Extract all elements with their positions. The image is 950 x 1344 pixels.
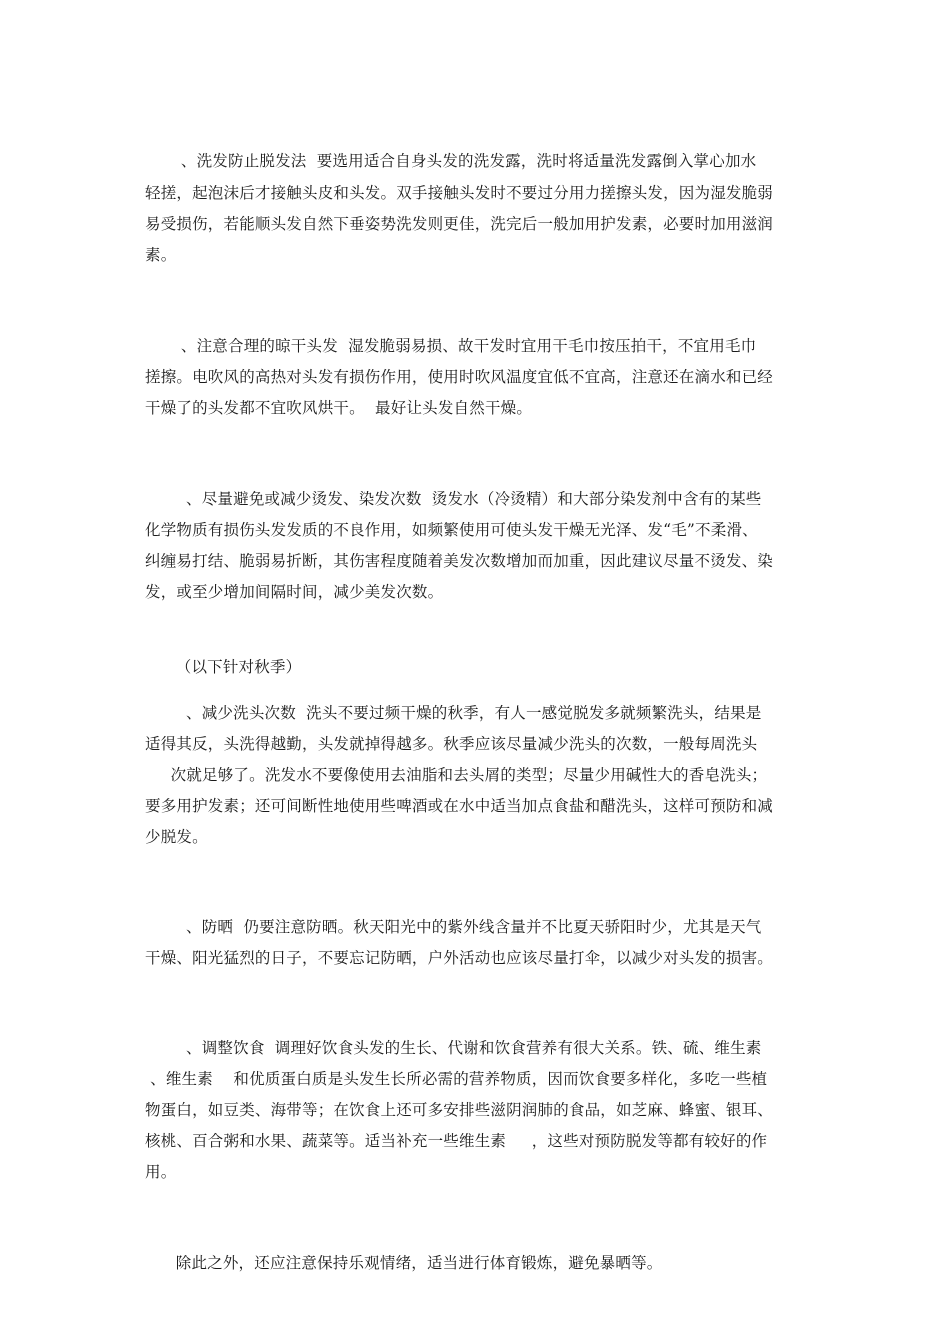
text-line: 、减少洗头次数 洗头不要过频干燥的秋季，有人一感觉脱发多就频繁洗头，结果是 — [145, 704, 762, 722]
text-line: 轻搓，起泡沫后才接触头皮和头发。双手接触头发时不要过分用力搓擦头发，因为湿发脆弱 — [145, 184, 774, 202]
section-heading: （以下针对秋季） — [145, 658, 302, 676]
text-line: 、洗发防止脱发法 要选用适合自身头发的洗发露，洗时将适量洗发露倒入掌心加水 — [145, 152, 757, 170]
text-line: 、防晒 仍要注意防晒。秋天阳光中的紫外线含量并不比夏天骄阳时少，尤其是天气 — [145, 918, 762, 936]
text-line: 除此之外，还应注意保持乐观情绪，适当进行体育锻炼，避免暴晒等。 — [145, 1254, 663, 1272]
text-line: 、注意合理的晾干头发 湿发脆弱易损、故干发时宜用干毛巾按压拍干，不宜用毛巾 — [145, 337, 757, 355]
text-line: 干燥、阳光猛烈的日子，不要忘记防晒，户外活动也应该尽量打伞，以减少对头发的损害。 — [145, 949, 774, 967]
text-line: 搓擦。电吹风的高热对头发有损伤作用，使用时吹风温度宜低不宜高，注意还在滴水和已经 — [145, 368, 774, 386]
text-line: 次就足够了。洗发水不要像使用去油脂和去头屑的类型；尽量少用碱性大的香皂洗头； — [145, 766, 768, 784]
text-line: 用。 — [145, 1163, 177, 1181]
text-line: 物蛋白，如豆类、海带等；在饮食上还可多安排些滋阴润肺的食品，如芝麻、蜂蜜、银耳、 — [145, 1101, 774, 1119]
text-line: 核桃、百合粥和水果、蔬菜等。适当补充一些维生素 ，这些对预防脱发等都有较好的作 — [145, 1132, 768, 1150]
text-line: 适得其反，头洗得越勤，头发就掉得越多。秋季应该尽量减少洗头的次数，一般每周洗头 — [145, 735, 758, 753]
text-line: 发，或至少增加间隔时间，减少美发次数。 — [145, 583, 444, 601]
text-line: 、维生素 和优质蛋白质是头发生长所必需的营养物质，因而饮食要多样化，多吃一些植 — [145, 1070, 768, 1088]
text-line: 易受损伤，若能顺头发自然下垂姿势洗发则更佳，洗完后一般加用护发素，必要时加用滋润 — [145, 215, 774, 233]
text-line: 素。 — [145, 246, 177, 264]
text-line: 干燥了的头发都不宜吹风烘干。 最好让头发自然干燥。 — [145, 399, 533, 417]
text-line: 、尽量避免或减少烫发、染发次数 烫发水（冷烫精）和大部分染发剂中含有的某些 — [145, 490, 762, 508]
text-line: 纠缠易打结、脆弱易折断，其伤害程度随着美发次数增加而加重，因此建议尽量不烫发、染 — [145, 552, 774, 570]
text-line: 少脱发。 — [145, 828, 208, 846]
text-line: 化学物质有损伤头发发质的不良作用，如频繁使用可使头发干燥无光泽、发“毛”不柔滑、 — [145, 521, 758, 539]
text-line: 、调整饮食 调理好饮食头发的生长、代谢和饮食营养有很大关系。铁、硫、维生素 — [145, 1039, 762, 1057]
text-line: 要多用护发素；还可间断性地使用些啤酒或在水中适当加点食盐和醋洗头，这样可预防和减 — [145, 797, 774, 815]
